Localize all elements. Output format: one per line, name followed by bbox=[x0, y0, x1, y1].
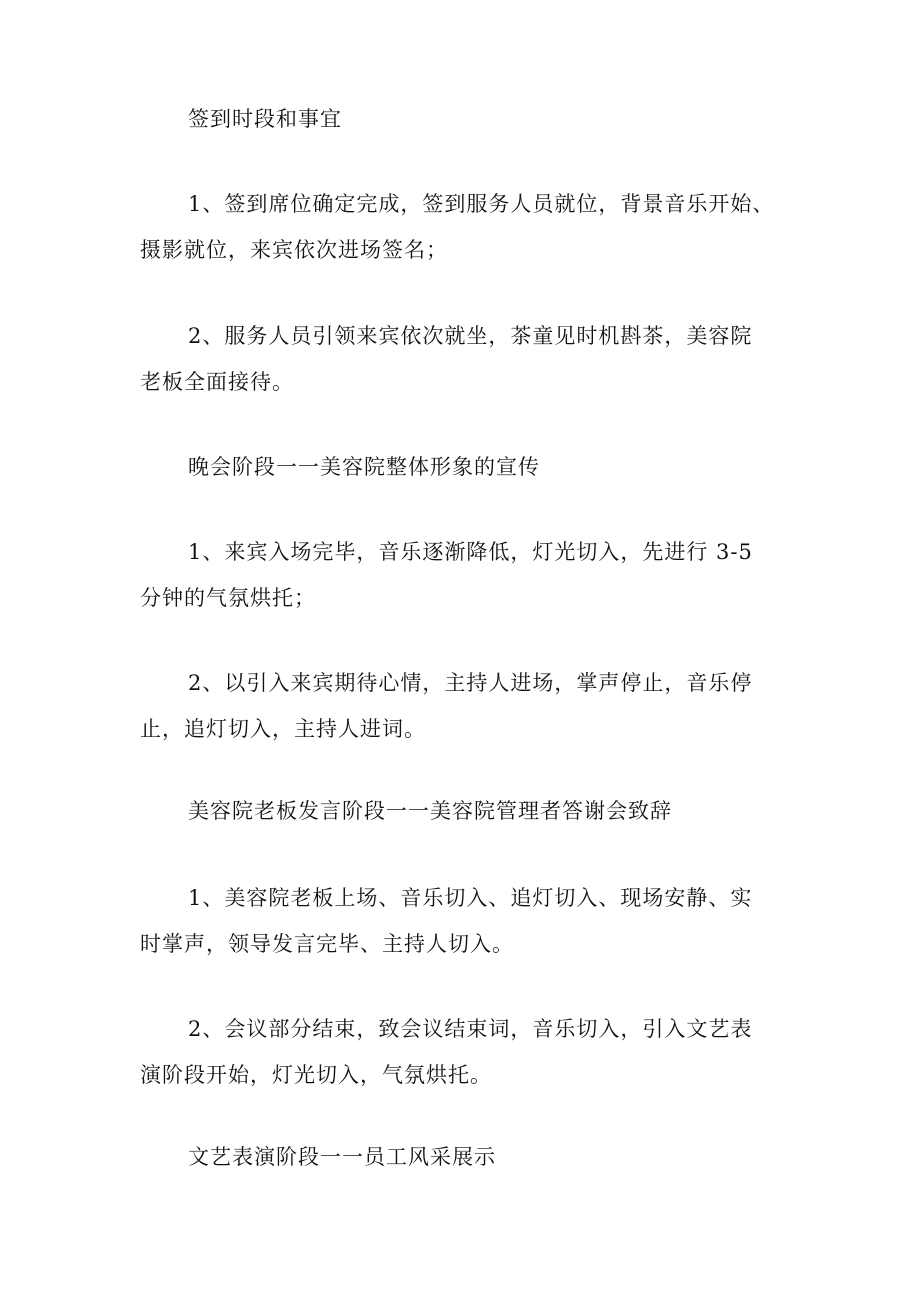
paragraph-line: 时掌声，领导发言完毕、主持人切入。 bbox=[140, 932, 514, 956]
paragraph-line: 老板全面接待。 bbox=[140, 370, 294, 394]
section-heading-performance: 文艺表演阶段一一员工风采展示 bbox=[188, 1145, 496, 1169]
section-heading-speech: 美容院老板发言阶段一一美容院管理者答谢会致辞 bbox=[188, 799, 672, 823]
paragraph-line: 1、美容院老板上场、音乐切入、追灯切入、现场安静、实 bbox=[188, 886, 753, 910]
paragraph-line: 2、会议部分结束，致会议结束词，音乐切入，引入文艺表 bbox=[188, 1017, 753, 1041]
paragraph-line: 1、来宾入场完毕，音乐逐渐降低，灯光切入，先进行 3-5 bbox=[188, 540, 753, 564]
section-heading-evening: 晚会阶段一一美容院整体形象的宣传 bbox=[188, 455, 540, 479]
paragraph-line: 分钟的气氛烘托； bbox=[140, 586, 316, 610]
paragraph-line: 2、以引入来宾期待心情，主持人进场，掌声停止，音乐停 bbox=[188, 671, 753, 695]
paragraph-line: 2、服务人员引领来宾依次就坐，茶童见时机斟茶，美容院 bbox=[188, 324, 753, 348]
section-heading-checkin: 签到时段和事宜 bbox=[188, 107, 342, 131]
paragraph-line: 止，追灯切入，主持人进词。 bbox=[140, 717, 426, 741]
paragraph-line: 1、签到席位确定完成，签到服务人员就位，背景音乐开始、 bbox=[188, 192, 775, 216]
paragraph-line: 摄影就位，来宾依次进场签名； bbox=[140, 238, 448, 262]
paragraph-line: 演阶段开始，灯光切入，气氛烘托。 bbox=[140, 1063, 492, 1087]
